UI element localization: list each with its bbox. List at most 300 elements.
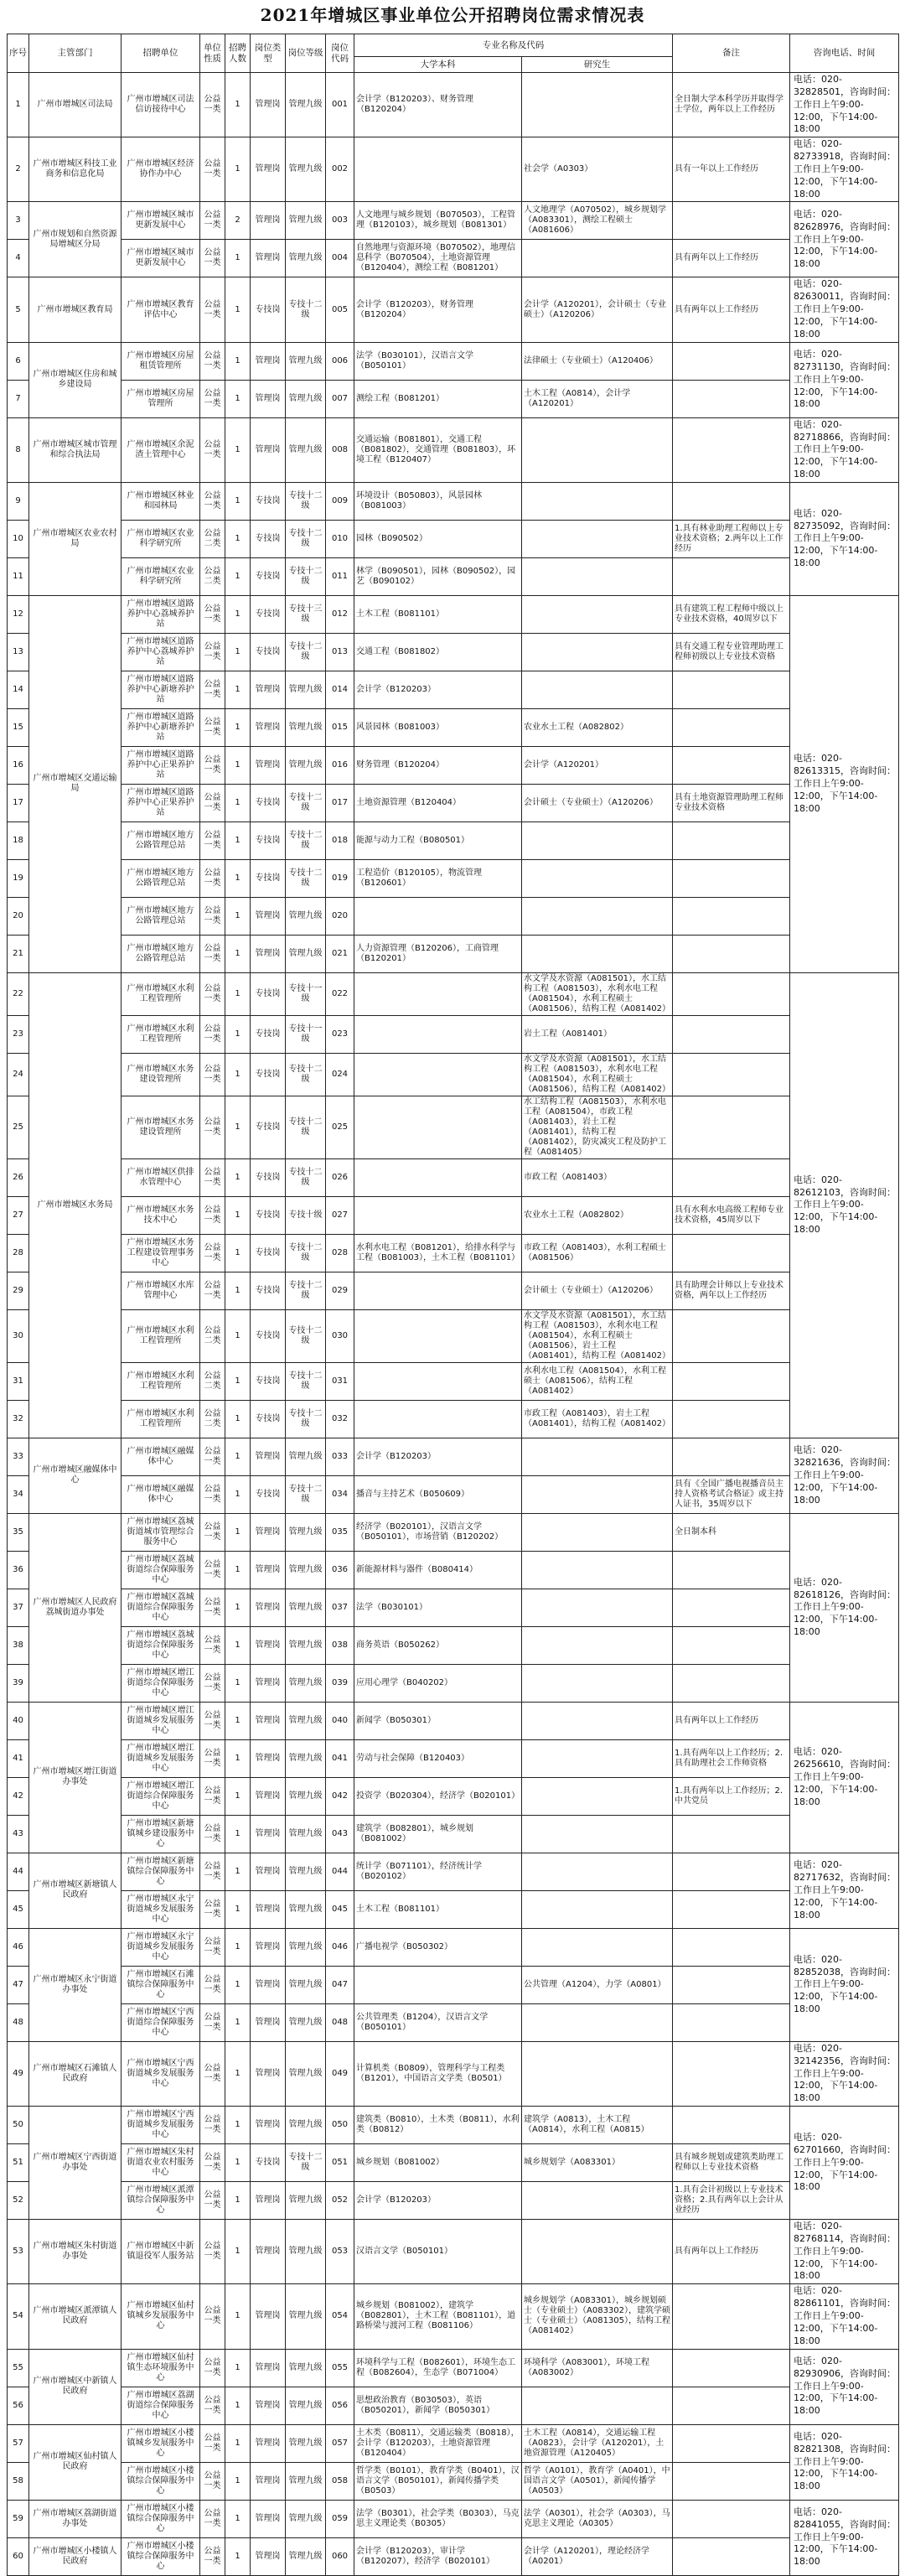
count-cell: 1 — [225, 342, 251, 380]
post-code-cell: 028 — [326, 1234, 354, 1272]
bachelor-major-cell — [354, 1196, 522, 1234]
unit-cell: 广州市增城区水利工程管理所 — [122, 1309, 200, 1362]
contact-cell: 电话：020-82718866，咨询时间：工作日上午9:00-12:00，下午14:00-18:00 — [790, 417, 899, 482]
post-type-cell: 管理岗 — [251, 380, 286, 417]
table-row — [8, 1096, 899, 1158]
row-seq: 5 — [8, 277, 29, 342]
nature-cell: 公益一类 — [200, 1158, 225, 1196]
count-cell: 1 — [225, 2500, 251, 2537]
unit-cell: 广州市增城区房屋租赁管理所 — [122, 342, 200, 380]
row-seq: 52 — [8, 2182, 29, 2220]
post-type-cell: 专技岗 — [251, 1053, 286, 1096]
graduate-major-cell: 土木工程（A0814），会计学（A120201） — [522, 380, 673, 417]
graduate-major-cell: 城乡规划学（A083301），城乡规划硕士（专业硕士）（A083302），建筑学硕士（专业硕士）（A081305），结构工程（A081402） — [522, 2284, 673, 2349]
graduate-major-cell: 水文学及水资源（A081501），水工结构工程（A081503），水利水电工程（A081504），水利工程硕士（A081506），结构工程（A081402） — [522, 1053, 673, 1096]
bachelor-major-cell: 园林（B090502） — [354, 520, 522, 557]
nature-cell: 公益一类 — [200, 1513, 225, 1551]
contact-cell: 电话：020-26256610，咨询时间：工作日上午9:00-12:00，下午14:00-18:00 — [790, 1702, 899, 1853]
nature-cell: 公益一类 — [200, 2182, 225, 2220]
count-cell: 1 — [225, 2349, 251, 2387]
bachelor-major-cell: 会计学（B120203） — [354, 671, 522, 708]
dept-cell: 广州市增城区农业农村局 — [29, 482, 122, 595]
post-code-cell: 014 — [326, 671, 354, 708]
header-remark: 备注 — [673, 34, 790, 73]
post-code-cell: 051 — [326, 2144, 354, 2182]
row-seq: 30 — [8, 1309, 29, 1362]
bachelor-major-cell: 环境设计（B050803），风景园林（B081003） — [354, 482, 522, 520]
unit-cell: 广州市增城区水利工程管理所 — [122, 1400, 200, 1438]
count-cell: 1 — [225, 1815, 251, 1853]
unit-cell: 广州市增城区水务建设管理所 — [122, 1053, 200, 1096]
post-level-cell: 专技十一级 — [286, 1015, 326, 1053]
bachelor-major-cell: 工程造价（B120105），物流管理（B120601） — [354, 859, 522, 897]
count-cell: 1 — [225, 1966, 251, 2003]
header-count: 招聘人数 — [225, 34, 251, 73]
post-type-cell: 管理岗 — [251, 1739, 286, 1777]
table-row — [8, 2462, 899, 2500]
table-row — [8, 2107, 899, 2144]
table-row — [8, 73, 899, 137]
bachelor-major-cell: 播音与主持艺术（B050609） — [354, 1475, 522, 1513]
unit-cell: 广州市增城区道路养护中心荔城养护站 — [122, 633, 200, 671]
nature-cell: 公益一类 — [200, 2041, 225, 2106]
bachelor-major-cell — [354, 1096, 522, 1158]
unit-cell: 广州市增城区新塘镇城乡建设服务中心 — [122, 1815, 200, 1853]
remark-cell: 1.具有两年以上工作经历；2.中共党员 — [673, 1777, 790, 1815]
post-type-cell: 管理岗 — [251, 746, 286, 784]
row-seq: 53 — [8, 2220, 29, 2284]
count-cell: 1 — [225, 137, 251, 202]
post-code-cell: 041 — [326, 1739, 354, 1777]
count-cell: 1 — [225, 520, 251, 557]
remark-cell — [673, 417, 790, 482]
graduate-major-cell — [522, 671, 673, 708]
row-seq: 29 — [8, 1272, 29, 1309]
row-seq: 32 — [8, 1400, 29, 1438]
table-row — [8, 2144, 899, 2182]
graduate-major-cell — [522, 633, 673, 671]
count-cell: 1 — [225, 1664, 251, 1702]
unit-cell: 广州市增城区仙村镇生态环境服务中心 — [122, 2349, 200, 2387]
post-type-cell: 专技岗 — [251, 1272, 286, 1309]
table-row — [8, 1438, 899, 1475]
table-row — [8, 2003, 899, 2041]
post-type-cell: 专技岗 — [251, 1196, 286, 1234]
graduate-major-cell — [522, 859, 673, 897]
unit-cell: 广州市增城区地方公路管理总站 — [122, 822, 200, 859]
nature-cell: 公益二类 — [200, 1362, 225, 1400]
row-seq: 60 — [8, 2537, 29, 2575]
bachelor-major-cell: 哲学类（B0101），教育学类（B0401），汉语言文学（B050101），新闻传播学类（B0503） — [354, 2462, 522, 2500]
graduate-major-cell — [522, 897, 673, 935]
row-seq: 59 — [8, 2500, 29, 2537]
table-row — [8, 1890, 899, 1928]
row-seq: 54 — [8, 2284, 29, 2349]
nature-cell: 公益一类 — [200, 202, 225, 240]
nature-cell: 公益一类 — [200, 2537, 225, 2575]
post-code-cell: 006 — [326, 342, 354, 380]
nature-cell: 公益一类 — [200, 935, 225, 972]
post-code-cell: 034 — [326, 1475, 354, 1513]
header-contact: 咨询电话、时间 — [790, 34, 899, 73]
remark-cell — [673, 1158, 790, 1196]
remark-cell — [673, 1890, 790, 1928]
row-seq: 8 — [8, 417, 29, 482]
graduate-major-cell: 哲学（A0101），教育学（A0401），中国语言文学（A0501），新闻传播学（A0503） — [522, 2462, 673, 2500]
remark-cell: 具有两年以上工作经历 — [673, 2220, 790, 2284]
count-cell: 1 — [225, 708, 251, 746]
post-level-cell: 管理九级 — [286, 2220, 326, 2284]
unit-cell: 广州市增城区教育评估中心 — [122, 277, 200, 342]
remark-cell: 具有两年以上工作经历 — [673, 277, 790, 342]
unit-cell: 广州市增城区地方公路管理总站 — [122, 897, 200, 935]
post-level-cell: 管理九级 — [286, 380, 326, 417]
post-code-cell: 059 — [326, 2500, 354, 2537]
unit-cell: 广州市增城区小楼镇综合保障服务中心 — [122, 2500, 200, 2537]
bachelor-major-cell: 计算机类（B0809），管理科学与工程类（B1201），中国语言文学类（B0501） — [354, 2041, 522, 2106]
post-type-cell: 管理岗 — [251, 1626, 286, 1664]
graduate-major-cell: 建筑学（A0813），土木工程（A0814），水利工程（A0815） — [522, 2107, 673, 2144]
bachelor-major-cell: 建筑学（B082801），城乡规划（B081002） — [354, 1815, 522, 1853]
post-code-cell: 043 — [326, 1815, 354, 1853]
row-seq: 10 — [8, 520, 29, 557]
bachelor-major-cell: 新闻学（B050301） — [354, 1702, 522, 1739]
graduate-major-cell — [522, 1475, 673, 1513]
post-level-cell: 管理九级 — [286, 2003, 326, 2041]
table-row — [8, 277, 899, 342]
nature-cell: 公益一类 — [200, 1015, 225, 1053]
remark-cell: 具有交通工程专业管理助理工程师初级以上专业技术资格 — [673, 633, 790, 671]
unit-cell: 广州市增城区小楼镇综合保障服务中心 — [122, 2537, 200, 2575]
bachelor-major-cell: 汉语言文学（B050101） — [354, 2220, 522, 2284]
unit-cell: 广州市增城区荔湖街道综合保障服务中心 — [122, 2387, 200, 2424]
post-level-cell: 管理九级 — [286, 137, 326, 202]
graduate-major-cell — [522, 1438, 673, 1475]
bachelor-major-cell: 公共管理类（B1204），汉语言文学（B050101） — [354, 2003, 522, 2041]
count-cell: 1 — [225, 2537, 251, 2575]
unit-cell: 广州市增城区宁西街道城乡发展服务中心 — [122, 2107, 200, 2144]
bachelor-major-cell — [354, 1158, 522, 1196]
post-code-cell: 060 — [326, 2537, 354, 2575]
bachelor-major-cell: 测绘工程（B081201） — [354, 380, 522, 417]
nature-cell: 公益一类 — [200, 746, 225, 784]
table-row — [8, 1362, 899, 1400]
count-cell: 1 — [225, 1739, 251, 1777]
count-cell: 1 — [225, 1551, 251, 1589]
count-cell: 1 — [225, 935, 251, 972]
unit-cell: 广州市增城区宁西街道城乡发展服务中心 — [122, 2041, 200, 2106]
graduate-major-cell — [522, 520, 673, 557]
contact-cell: 电话：020-82768114，咨询时间：工作日上午9:00-12:00，下午14:00-18:00 — [790, 2220, 899, 2284]
count-cell: 1 — [225, 1196, 251, 1234]
remark-cell: 具有助理会计师以上专业技术资格，两年以上工作经历 — [673, 1272, 790, 1309]
table-row — [8, 595, 899, 633]
row-seq: 35 — [8, 1513, 29, 1551]
count-cell: 1 — [225, 1362, 251, 1400]
bachelor-major-cell: 会计学（B120203）、财务管理（B120204） — [354, 73, 522, 137]
row-seq: 25 — [8, 1096, 29, 1158]
post-code-cell: 035 — [326, 1513, 354, 1551]
post-level-cell: 管理九级 — [286, 2182, 326, 2220]
table-row — [8, 1196, 899, 1234]
graduate-major-cell: 农业水土工程（A082802） — [522, 708, 673, 746]
count-cell: 1 — [225, 1513, 251, 1551]
post-level-cell: 管理九级 — [286, 2537, 326, 2575]
graduate-major-cell — [522, 595, 673, 633]
remark-cell — [673, 342, 790, 380]
row-seq: 13 — [8, 633, 29, 671]
remark-cell — [673, 482, 790, 520]
post-code-cell: 029 — [326, 1272, 354, 1309]
row-seq: 9 — [8, 482, 29, 520]
unit-cell: 广州市增城区地方公路管理总站 — [122, 859, 200, 897]
row-seq: 17 — [8, 784, 29, 822]
remark-cell — [673, 1815, 790, 1853]
post-type-cell: 管理岗 — [251, 1853, 286, 1890]
dept-cell: 广州市增城区朱村街道办事处 — [29, 2220, 122, 2284]
remark-cell: 全日制本科 — [673, 1513, 790, 1551]
post-level-cell: 专技十二级 — [286, 1309, 326, 1362]
graduate-major-cell — [522, 1777, 673, 1815]
table-row — [8, 1626, 899, 1664]
count-cell: 1 — [225, 1702, 251, 1739]
post-type-cell: 管理岗 — [251, 2041, 286, 2106]
count-cell: 1 — [225, 822, 251, 859]
post-level-cell: 专技十三级 — [286, 595, 326, 633]
bachelor-major-cell — [354, 1309, 522, 1362]
row-seq: 7 — [8, 380, 29, 417]
count-cell: 1 — [225, 1400, 251, 1438]
graduate-major-cell — [522, 2387, 673, 2424]
post-type-cell: 管理岗 — [251, 2284, 286, 2349]
contact-cell: 电话：020-32821636，咨询时间：工作日上午9:00-12:00，下午14:00-18:00 — [790, 1438, 899, 1513]
count-cell: 1 — [225, 2220, 251, 2284]
post-level-cell: 管理九级 — [286, 2041, 326, 2106]
table-row — [8, 708, 899, 746]
unit-cell: 广州市增城区增江街道城乡发展服务中心 — [122, 1739, 200, 1777]
nature-cell: 公益二类 — [200, 1400, 225, 1438]
nature-cell: 公益一类 — [200, 2500, 225, 2537]
contact-cell: 电话：020-82731130，咨询时间：工作日上午9:00-12:00，下午14:00-18:00 — [790, 342, 899, 417]
post-code-cell: 024 — [326, 1053, 354, 1096]
count-cell: 1 — [225, 1053, 251, 1096]
bachelor-major-cell: 人力资源管理（B120206），工商管理（B120201） — [354, 935, 522, 972]
post-level-cell: 管理九级 — [286, 1815, 326, 1853]
bachelor-major-cell: 思想政治教育（B030503），英语（B050201），新闻学（B050301） — [354, 2387, 522, 2424]
nature-cell: 公益一类 — [200, 972, 225, 1015]
post-level-cell: 管理九级 — [286, 1626, 326, 1664]
post-code-cell: 039 — [326, 1664, 354, 1702]
remark-cell — [673, 822, 790, 859]
contact-cell: 电话：020-82717632，咨询时间：工作日上午9:00-12:00，下午14:00-18:00 — [790, 1853, 899, 1928]
remark-cell — [673, 2537, 790, 2575]
table-row — [8, 1015, 899, 1053]
bachelor-major-cell: 土木工程（B081101） — [354, 1890, 522, 1928]
post-code-cell: 004 — [326, 240, 354, 277]
row-seq: 49 — [8, 2041, 29, 2106]
unit-cell: 广州市增城区增江街道城乡发展服务中心 — [122, 1702, 200, 1739]
post-type-cell: 专技岗 — [251, 1475, 286, 1513]
contact-cell: 电话：020-32142356，咨询时间：工作日上午9:00-12:00，下午14:00-18:00 — [790, 2041, 899, 2106]
table-row — [8, 1272, 899, 1309]
count-cell: 1 — [225, 859, 251, 897]
table-row — [8, 1400, 899, 1438]
unit-cell: 广州市增城区朱村街道农业农村服务中心 — [122, 2144, 200, 2182]
row-seq: 57 — [8, 2424, 29, 2462]
post-code-cell: 015 — [326, 708, 354, 746]
post-code-cell: 033 — [326, 1438, 354, 1475]
bachelor-major-cell: 建筑类（B0810），土木类（B0811），水利类（B0812） — [354, 2107, 522, 2144]
graduate-major-cell: 人文地理学（A070502），城乡规划学（A083301），测绘工程硕士（A081606） — [522, 202, 673, 240]
unit-cell: 广州市增城区城市更新发展中心 — [122, 202, 200, 240]
post-level-cell: 管理九级 — [286, 1966, 326, 2003]
post-type-cell: 专技岗 — [251, 1158, 286, 1196]
unit-cell: 广州市增城区荔城街道综合保障服务中心 — [122, 1589, 200, 1626]
post-type-cell: 专技岗 — [251, 1234, 286, 1272]
post-level-cell: 专技十一级 — [286, 972, 326, 1015]
post-type-cell: 管理岗 — [251, 1664, 286, 1702]
post-code-cell: 058 — [326, 2462, 354, 2500]
remark-cell — [673, 2424, 790, 2462]
remark-cell — [673, 557, 790, 595]
graduate-major-cell: 市政工程（A081403），水利工程硕士（A081506） — [522, 1234, 673, 1272]
unit-cell: 广州市增城区地方公路管理总站 — [122, 935, 200, 972]
nature-cell: 公益一类 — [200, 2349, 225, 2387]
post-level-cell: 专技十二级 — [286, 2144, 326, 2182]
unit-cell: 广州市增城区增江街道综合保障服务中心 — [122, 1777, 200, 1815]
table-row — [8, 1815, 899, 1853]
table-row — [8, 557, 899, 595]
row-seq: 24 — [8, 1053, 29, 1096]
table-row — [8, 822, 899, 859]
post-type-cell: 管理岗 — [251, 1890, 286, 1928]
remark-cell — [673, 1853, 790, 1890]
nature-cell: 公益一类 — [200, 1890, 225, 1928]
nature-cell: 公益一类 — [200, 1096, 225, 1158]
bachelor-major-cell — [354, 137, 522, 202]
table-row — [8, 417, 899, 482]
post-code-cell: 027 — [326, 1196, 354, 1234]
bachelor-major-cell: 投资学（B020304），经济学（B020101） — [354, 1777, 522, 1815]
remark-cell — [673, 1438, 790, 1475]
nature-cell: 公益一类 — [200, 137, 225, 202]
bachelor-major-cell: 法学（B0301），社会学类（B0303），马克思主义理论类（B0305） — [354, 2500, 522, 2537]
row-seq: 46 — [8, 1928, 29, 1966]
post-type-cell: 专技岗 — [251, 1015, 286, 1053]
table-row — [8, 1928, 899, 1966]
contact-cell: 电话：020-82821308，咨询时间：工作日上午9:00-12:00，下午14:00-18:00 — [790, 2424, 899, 2500]
graduate-major-cell — [522, 2003, 673, 2041]
bachelor-major-cell: 新能源材料与器件（B080414） — [354, 1551, 522, 1589]
remark-cell — [673, 2284, 790, 2349]
post-level-cell: 专技十二级 — [286, 859, 326, 897]
unit-cell: 广州市增城区中新镇退役军人服务站 — [122, 2220, 200, 2284]
post-code-cell: 032 — [326, 1400, 354, 1438]
remark-cell — [673, 2462, 790, 2500]
bachelor-major-cell: 交通运输（B081801），交通工程（B081802），交通管理（B081803），环境工程（B120407） — [354, 417, 522, 482]
unit-cell: 广州市增城区经济协作办中心 — [122, 137, 200, 202]
bachelor-major-cell — [354, 1966, 522, 2003]
nature-cell: 公益一类 — [200, 1664, 225, 1702]
post-type-cell: 专技岗 — [251, 859, 286, 897]
table-row — [8, 202, 899, 240]
count-cell: 1 — [225, 417, 251, 482]
remark-cell — [673, 2349, 790, 2387]
post-type-cell: 专技岗 — [251, 482, 286, 520]
post-type-cell: 管理岗 — [251, 137, 286, 202]
contact-cell: 电话：020-82852038，咨询时间：工作日上午9:00-12:00，下午14:00-18:00 — [790, 1928, 899, 2041]
unit-cell: 广州市增城区水务建设管理所 — [122, 1096, 200, 1158]
graduate-major-cell: 水工结构工程（A081503），水利水电工程（A081504），市政工程（A081403），岩土工程（A081401），结构工程（A081402），防灾减灾工程及防护工程（A081405） — [522, 1096, 673, 1158]
unit-cell: 广州市增城区司法信访接待中心 — [122, 73, 200, 137]
post-code-cell: 045 — [326, 1890, 354, 1928]
header-ptype: 岗位类型 — [251, 34, 286, 73]
dept-cell: 广州市增城区荔湖街道办事处 — [29, 2500, 122, 2537]
post-level-cell: 管理九级 — [286, 240, 326, 277]
graduate-major-cell — [522, 1890, 673, 1928]
post-code-cell: 048 — [326, 2003, 354, 2041]
contact-cell: 电话：020-82930906，咨询时间：工作日上午9:00-12:00，下午14:00-18:00 — [790, 2349, 899, 2424]
post-code-cell: 047 — [326, 1966, 354, 2003]
remark-cell — [673, 935, 790, 972]
post-code-cell: 018 — [326, 822, 354, 859]
table-row — [8, 1053, 899, 1096]
unit-cell: 广州市增城区水利工程管理所 — [122, 1015, 200, 1053]
row-seq: 1 — [8, 73, 29, 137]
bachelor-major-cell: 交通工程（B081802） — [354, 633, 522, 671]
bachelor-major-cell: 土木工程（B081101） — [354, 595, 522, 633]
table-row — [8, 784, 899, 822]
post-level-cell: 管理九级 — [286, 671, 326, 708]
dept-cell: 广州市增城区增江街道办事处 — [29, 1702, 122, 1853]
count-cell: 1 — [225, 2003, 251, 2041]
dept-cell: 广州市增城区交通运输局 — [29, 595, 122, 972]
nature-cell: 公益一类 — [200, 240, 225, 277]
post-code-cell: 009 — [326, 482, 354, 520]
row-seq: 11 — [8, 557, 29, 595]
count-cell: 1 — [225, 671, 251, 708]
post-level-cell: 管理九级 — [286, 1890, 326, 1928]
remark-cell — [673, 2041, 790, 2106]
unit-cell: 广州市增城区小楼镇综合保障服务中心 — [122, 2462, 200, 2500]
post-code-cell: 053 — [326, 2220, 354, 2284]
post-level-cell: 专技十级 — [286, 1196, 326, 1234]
post-type-cell: 专技岗 — [251, 1096, 286, 1158]
graduate-major-cell: 法学（A0301），社会学（A0303），马克思主义理论（A0305） — [522, 2500, 673, 2537]
table-row — [8, 2424, 899, 2462]
bachelor-major-cell — [354, 1053, 522, 1096]
unit-cell: 广州市增城区农业科学研究所 — [122, 557, 200, 595]
nature-cell: 公益一类 — [200, 1815, 225, 1853]
row-seq: 15 — [8, 708, 29, 746]
post-type-cell: 管理岗 — [251, 708, 286, 746]
unit-cell: 广州市增城区水利工程管理所 — [122, 972, 200, 1015]
dept-cell: 广州市增城区教育局 — [29, 277, 122, 342]
bachelor-major-cell — [354, 1015, 522, 1053]
bachelor-major-cell: 自然地理与资源环境（B070502），地理信息科学（B070504），土地资源管理（B120404），测绘工程（B081201） — [354, 240, 522, 277]
nature-cell: 公益一类 — [200, 1739, 225, 1777]
remark-cell — [673, 1928, 790, 1966]
remark-cell — [673, 2003, 790, 2041]
unit-cell: 广州市增城区增江街道综合保障服务中心 — [122, 1664, 200, 1702]
remark-cell: 具有两年以上工作经历 — [673, 1702, 790, 1739]
post-level-cell: 专技十二级 — [286, 277, 326, 342]
post-code-cell: 005 — [326, 277, 354, 342]
table-row — [8, 897, 899, 935]
remark-cell: 1.具有林业助理工程师以上专业技术资格；2.两年以上工作经历 — [673, 520, 790, 557]
post-type-cell: 管理岗 — [251, 1702, 286, 1739]
count-cell: 1 — [225, 1589, 251, 1626]
